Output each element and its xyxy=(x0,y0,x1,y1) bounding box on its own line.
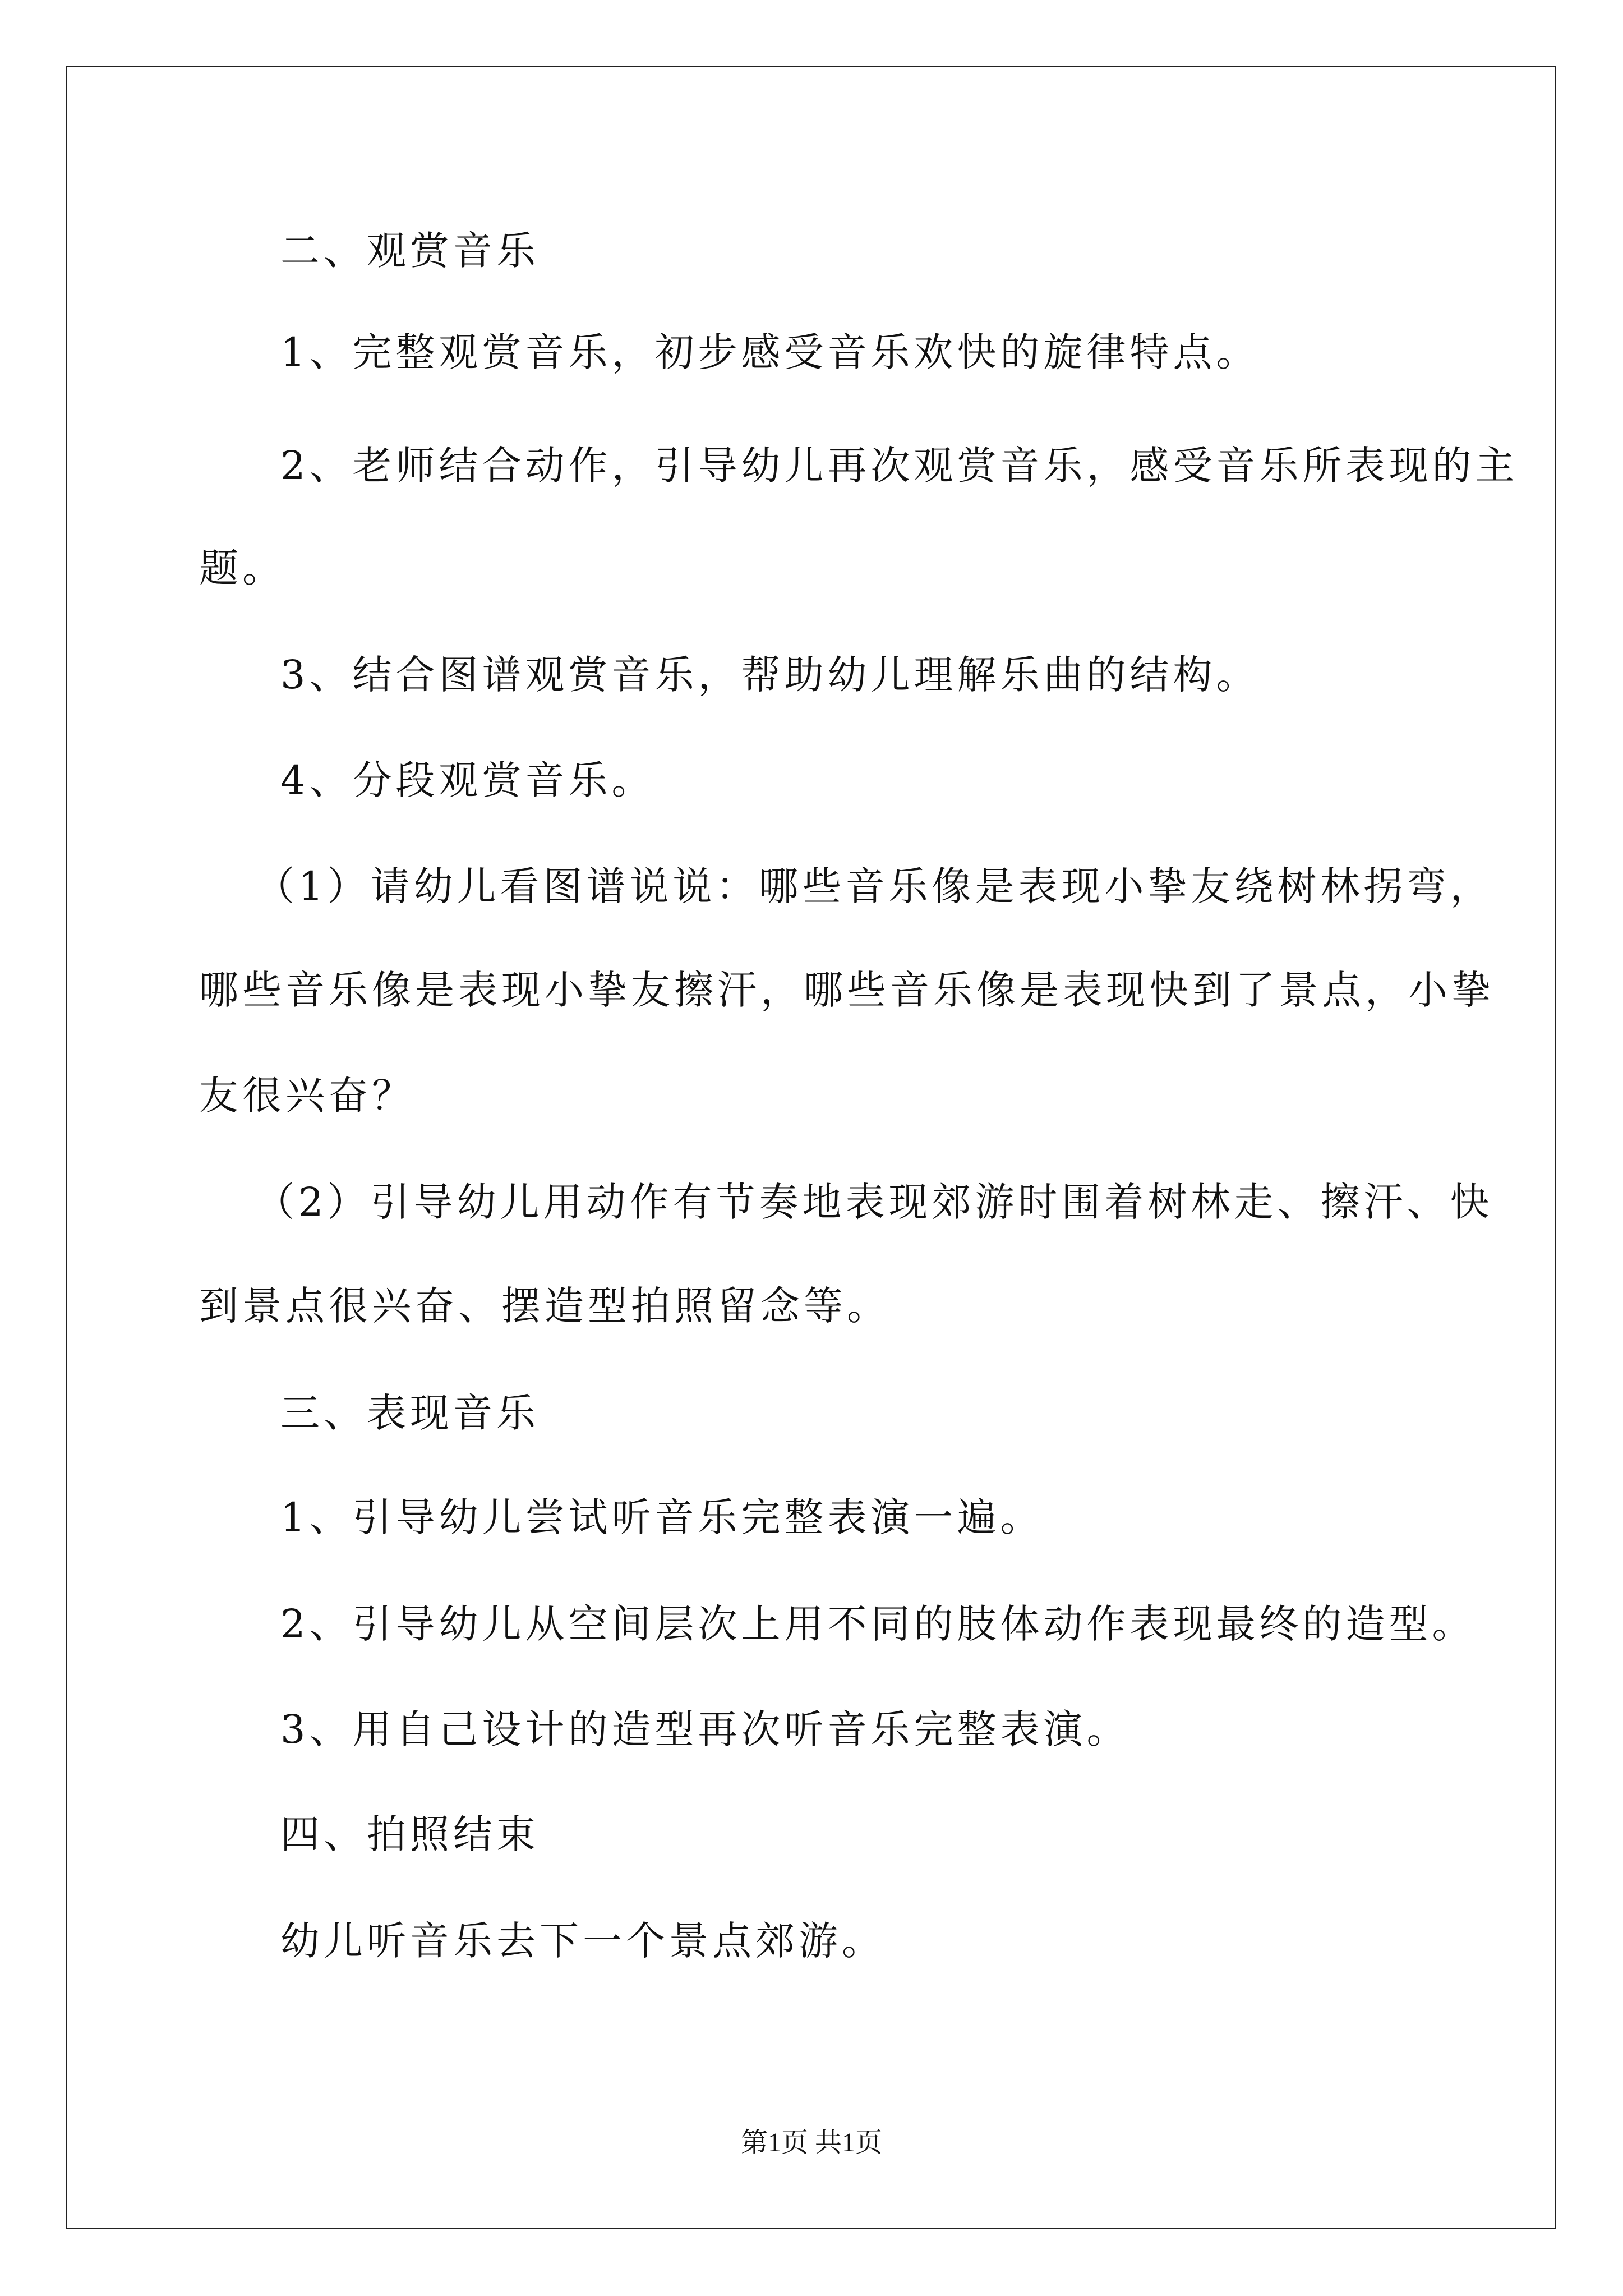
section-heading-2: 二、观赏音乐 xyxy=(280,228,540,274)
paragraph-closing: 幼儿听音乐去下一个景点郊游。 xyxy=(280,1918,885,1964)
paragraph-item-3-3: 3、用自己设计的造型再次听音乐完整表演。 xyxy=(280,1706,1130,1752)
page-footer: 第1页 共1页 xyxy=(740,2128,882,2157)
paragraph-item-3-1: 1、引导幼儿尝试听音乐完整表演一遍。 xyxy=(280,1494,1044,1540)
paragraph-sub-1-line3: 友很兴奋？ xyxy=(199,1073,415,1119)
paragraph-item-2-4: 4、分段观赏音乐。 xyxy=(280,757,655,803)
paragraph-item-2-1: 1、完整观赏音乐，初步感受音乐欢快的旋律特点。 xyxy=(280,329,1260,375)
section-heading-3: 三、表现音乐 xyxy=(280,1390,540,1436)
paragraph-sub-1-line1: （1）请幼儿看图谱说说：哪些音乐像是表现小挚友绕树林拐弯， xyxy=(255,863,1493,909)
section-heading-4: 四、拍照结束 xyxy=(280,1811,540,1857)
paragraph-item-2-2-line2: 题。 xyxy=(199,545,285,591)
paragraph-sub-2-line2: 到景点很兴奋、摆造型拍照留念等。 xyxy=(199,1283,890,1329)
paragraph-item-3-2: 2、引导幼儿从空间层次上用不同的肢体动作表现最终的造型。 xyxy=(280,1601,1476,1647)
page-border xyxy=(66,66,1556,2229)
paragraph-sub-2-line1: （2）引导幼儿用动作有节奏地表现郊游时围着树林走、擦汗、快 xyxy=(255,1179,1493,1225)
paragraph-item-2-3: 3、结合图谱观赏音乐，帮助幼儿理解乐曲的结构。 xyxy=(280,652,1260,698)
paragraph-sub-1-line2: 哪些音乐像是表现小挚友擦汗，哪些音乐像是表现快到了景点，小挚 xyxy=(199,967,1495,1013)
paragraph-item-2-2-line1: 2、老师结合动作，引导幼儿再次观赏音乐，感受音乐所表现的主 xyxy=(280,443,1519,489)
